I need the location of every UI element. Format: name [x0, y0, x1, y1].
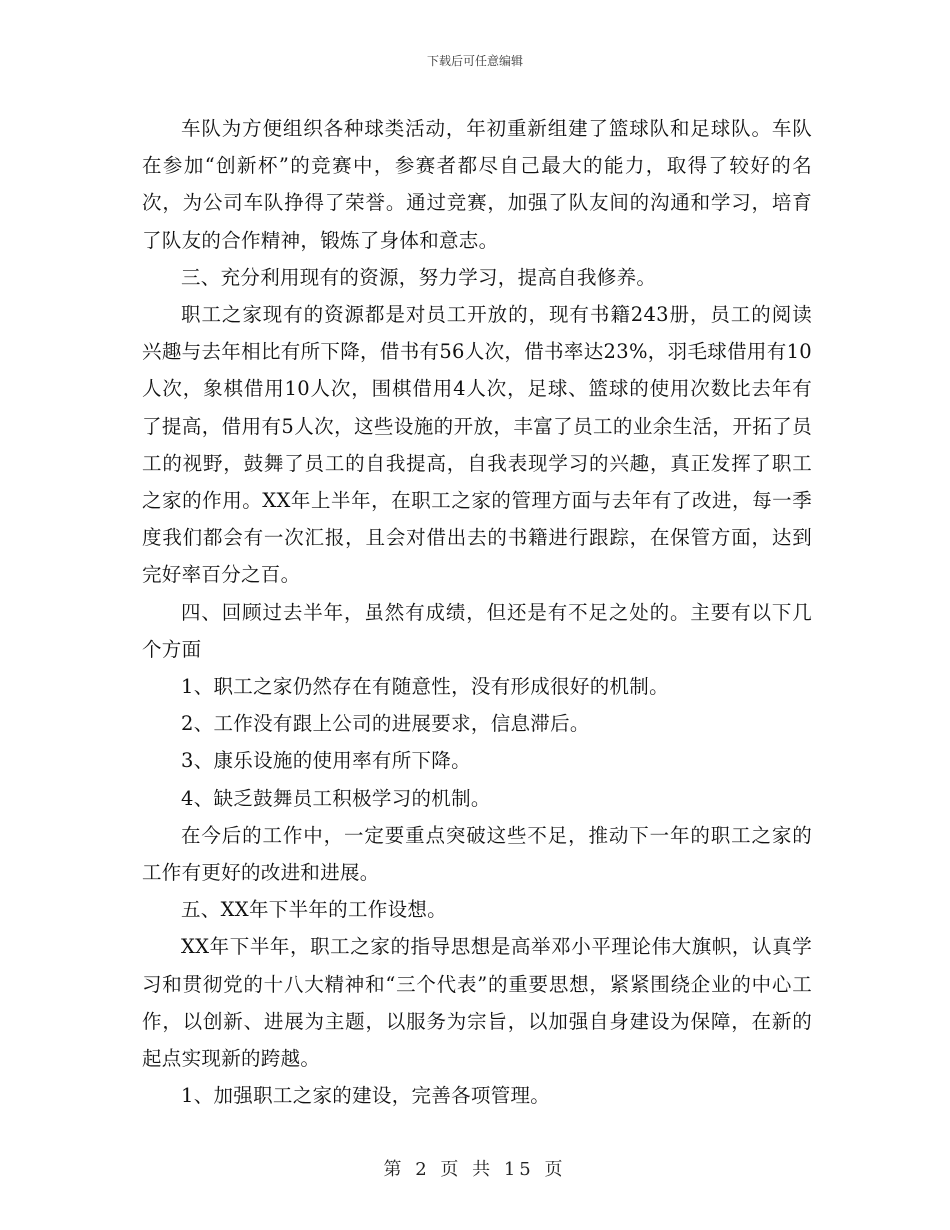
document-body	[142, 110, 812, 1114]
paragraph-team-activities: 车队为方便组织各种球类活动，年初重新组建了篮球队和足球队。车队在参加“创新杯”的竞赛中，参赛者都尽自己最大的能力，取得了较好的名次，为公司车队挣得了荣誉。通过竞赛，加强了队友间的沟通和学习，培育了队友的合作精神，锻炼了身体和意志。	[142, 117, 812, 252]
list-item-1: 1、职工之家仍然存在有随意性，没有形成很好的机制。	[181, 675, 669, 699]
section-heading-3: 三、充分利用现有的资源，努力学习，提高自我修养。	[181, 265, 657, 289]
list-item-4: 4、缺乏鼓舞员工积极学习的机制。	[181, 786, 491, 810]
page-header: 下载后可任意编辑	[426, 54, 523, 68]
section-heading-4: 四、回顾过去半年，虽然有成绩，但还是有不足之处的。主要有以下几个方面	[142, 600, 812, 661]
paragraph-resources: 职工之家现有的资源都是对员工开放的，现有书籍243册，员工的阅读兴趣与去年相比有所下降，借书有56人次，借书率达23%，羽毛球借用有10人次，象棋借用10人次，围棋借用4人次，足球、篮球的使用次数比去年有了提高，借用有5人次，这些设施的开放，丰富了员工的业余生活，开拓了员工的视野，鼓舞了员工的自我提高，自我表现学习的兴趣，真正发挥了职工之家的作用。XX年上半年，在职工之家的管理方面与去年有了改进，每一季度我们都会有一次汇报，且会对借出去的书籍进行跟踪，在保管方面，达到完好率百分之百。	[142, 303, 812, 587]
section-heading-5: 五、XX年下半年的工作设想。	[181, 898, 447, 922]
page-number: 第 2 页 共 15 页	[383, 1159, 567, 1180]
paragraph-guiding-ideology: XX年下半年，职工之家的指导思想是高举邓小平理论伟大旗帜，认真学习和贯彻党的十八大精神和“三个代表”的重要思想，紧紧围绕企业的中心工作，以创新、进展为主题，以服务为宗旨，以加强自身建设为保障，在新的起点实现新的跨越。	[142, 935, 812, 1071]
paragraph-future-work: 在今后的工作中，一定要重点突破这些不足，推动下一年的职工之家的工作有更好的改进和进展。	[142, 823, 812, 885]
list-item-3: 3、康乐设施的使用率有所下降。	[181, 749, 471, 773]
list-item-2: 2、工作没有跟上公司的进展要求，信息滞后。	[181, 712, 590, 736]
plan-item-1: 1、加强职工之家的建设，完善各项管理。	[181, 1084, 551, 1108]
